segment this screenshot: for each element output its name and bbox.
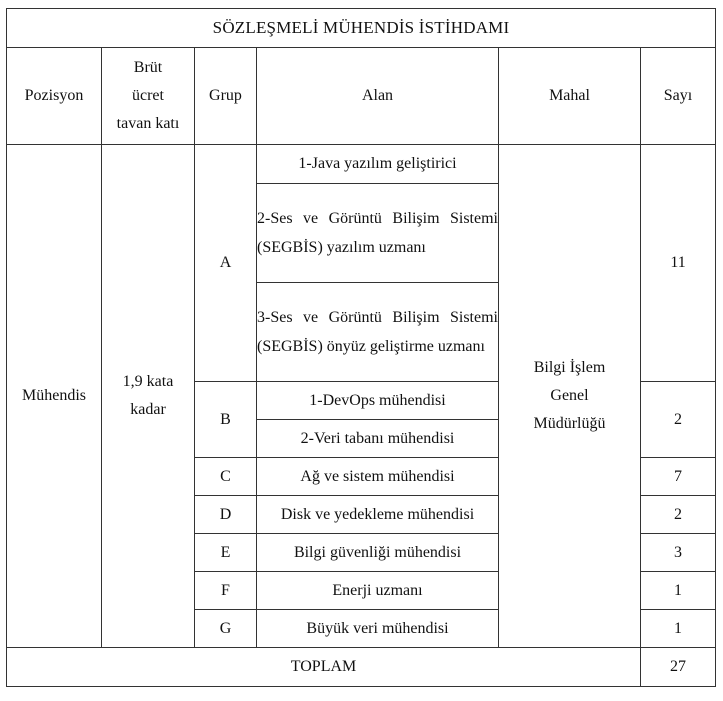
sayi-cell-a: 11 [641, 145, 716, 382]
employment-table [6, 8, 716, 687]
mahal-line1: Bilgi İşlem [533, 359, 606, 376]
grup-cell-f: F [195, 572, 257, 610]
toplam-value: 27 [641, 648, 716, 687]
mahal-line3: Müdürlüğü [533, 415, 606, 432]
header-mahal: Mahal [499, 48, 641, 145]
mahal-cell [499, 145, 641, 648]
alan-cell: 1-DevOps mühendisi [257, 382, 499, 420]
sayi-cell-g: 1 [641, 610, 716, 648]
alan-cell: 3-Ses ve Görüntü Bilişim Sistemi (SEGBİS) önyüz geliştirme uzmanı [257, 283, 499, 382]
table-row [7, 145, 716, 184]
top-margin [0, 0, 723, 8]
alan-cell: Büyük veri mühendisi [257, 610, 499, 648]
alan-cell: 2-Veri tabanı mühendisi [257, 420, 499, 458]
total-row [7, 648, 716, 687]
grup-cell-e: E [195, 534, 257, 572]
sayi-cell-f: 1 [641, 572, 716, 610]
grup-cell-a: A [195, 145, 257, 382]
header-brut-line1: Brüt [133, 59, 163, 76]
header-grup: Grup [195, 48, 257, 145]
mahal-line2: Genel [550, 387, 589, 404]
alan-cell: Ağ ve sistem mühendisi [257, 458, 499, 496]
alan-cell: Disk ve yedekleme mühendisi [257, 496, 499, 534]
alan-cell: Enerji uzmanı [257, 572, 499, 610]
header-pozisyon: Pozisyon [7, 48, 102, 145]
title-row [7, 9, 716, 48]
grup-cell-b: B [195, 382, 257, 458]
header-brut-line3: tavan katı [116, 115, 180, 132]
brut-ucret-cell [102, 145, 195, 648]
alan-cell: 2-Ses ve Görüntü Bilişim Sistemi (SEGBİS) yazılım uzmanı [257, 184, 499, 283]
header-alan: Alan [257, 48, 499, 145]
sayi-cell-c: 7 [641, 458, 716, 496]
brut-value-line1: 1,9 kata [122, 373, 174, 390]
sayi-cell-b: 2 [641, 382, 716, 458]
header-brut-line2: ücret [132, 87, 164, 104]
header-brut-ucret [102, 48, 195, 145]
header-sayi: Sayı [641, 48, 716, 145]
sayi-cell-d: 2 [641, 496, 716, 534]
grup-cell-c: C [195, 458, 257, 496]
header-row [7, 48, 716, 145]
toplam-label: TOPLAM [7, 648, 641, 687]
pozisyon-cell: Mühendis [7, 145, 102, 648]
brut-value-line2: kadar [130, 401, 166, 418]
alan-cell: Bilgi güvenliği mühendisi [257, 534, 499, 572]
grup-cell-d: D [195, 496, 257, 534]
grup-cell-g: G [195, 610, 257, 648]
table-title: SÖZLEŞMELİ MÜHENDİS İSTİHDAMI [7, 9, 716, 48]
alan-cell: 1-Java yazılım geliştirici [257, 145, 499, 184]
sayi-cell-e: 3 [641, 534, 716, 572]
